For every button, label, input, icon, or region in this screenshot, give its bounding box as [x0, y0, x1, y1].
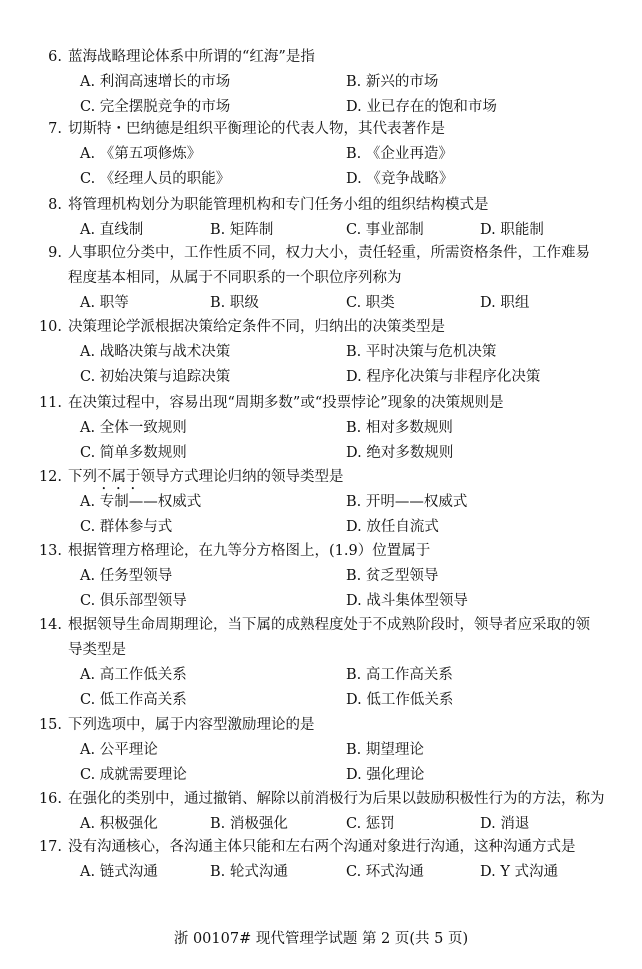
question-stem: 下列选项中，属于内容型激励理论的是 — [68, 717, 315, 733]
emphasized-text: 不属于 — [97, 469, 141, 485]
question-number: 7. — [48, 121, 62, 137]
option-d: D. 放任自流式 — [346, 519, 439, 535]
option-b: B. 轮式沟通 — [210, 864, 288, 880]
option-c: C. 惩罚 — [346, 816, 395, 832]
option-d: D. 业已存在的饱和市场 — [346, 99, 497, 115]
question-number: 6. — [48, 49, 62, 65]
option-b: B. 开明——权威式 — [346, 494, 468, 510]
option-c: C. 《经理人员的职能》 — [80, 171, 231, 187]
question-number: 16. — [38, 791, 62, 807]
question-number: 10. — [38, 319, 62, 335]
option-a: A. 专制——权威式 — [80, 494, 202, 510]
question-number: 17. — [38, 839, 62, 855]
option-d: D. 职能制 — [480, 222, 544, 238]
option-a: A. 《第五项修炼》 — [80, 146, 202, 162]
option-c: C. 环式沟通 — [346, 864, 424, 880]
question-number: 14. — [38, 617, 62, 633]
option-a: A. 全体一致规则 — [80, 420, 187, 436]
question-stem: 决策理论学派根据决策给定条件不同，归纳出的决策类型是 — [68, 319, 445, 335]
question-number: 8. — [48, 197, 62, 213]
option-d: D. 战斗集体型领导 — [346, 593, 468, 609]
option-d: D. 消退 — [480, 816, 530, 832]
option-d: D. 低工作低关系 — [346, 692, 454, 708]
option-c: C. 俱乐部型领导 — [80, 593, 187, 609]
option-c: C. 低工作高关系 — [80, 692, 187, 708]
option-c: C. 事业部制 — [346, 222, 424, 238]
question-stem: 程度基本相同，从属于不同职系的一个职位序列称为 — [68, 270, 402, 286]
option-b: B. 《企业再造》 — [346, 146, 453, 162]
question-stem: 导类型是 — [68, 642, 126, 658]
question-stem: 根据管理方格理论，在九等分方格图上，(1.9）位置属于 — [68, 543, 431, 559]
question-stem: 切斯特・巴纳德是组织平衡理论的代表人物，其代表著作是 — [68, 121, 445, 137]
option-a: A. 战略决策与战术决策 — [80, 344, 231, 360]
option-a: A. 公平理论 — [80, 742, 158, 758]
question-stem: 在强化的类别中，通过撤销、解除以前消极行为后果以鼓励积极性行为的方法，称为 — [68, 791, 605, 807]
option-b: B. 贫乏型领导 — [346, 568, 439, 584]
option-d: D. 绝对多数规则 — [346, 445, 454, 461]
option-b: B. 相对多数规则 — [346, 420, 453, 436]
question-number: 15. — [38, 717, 62, 733]
option-d: D. 《竞争战略》 — [346, 171, 454, 187]
question-stem: 在决策过程中，容易出现“周期多数”或“投票悖论”现象的决策规则是 — [68, 395, 504, 411]
question-number: 11. — [38, 395, 62, 411]
option-c: C. 完全摆脱竞争的市场 — [80, 99, 231, 115]
option-b: B. 期望理论 — [346, 742, 424, 758]
option-a: A. 利润高速增长的市场 — [80, 74, 231, 90]
option-d: D. 程序化决策与非程序化决策 — [346, 369, 541, 385]
question-number: 13. — [38, 543, 62, 559]
question-stem: 没有沟通核心，各沟通主体只能和左右两个沟通对象进行沟通，这种沟通方式是 — [68, 839, 576, 855]
option-b: B. 矩阵制 — [210, 222, 274, 238]
question-stem: 将管理机构划分为职能管理机构和专门任务小组的组织结构模式是 — [68, 197, 489, 213]
question-stem: 根据领导生命周期理论，当下属的成熟程度处于不成熟阶段时，领导者应采取的领 — [68, 617, 590, 633]
option-d: D. Y 式沟通 — [480, 864, 559, 880]
question-stem: 下列不属于领导方式理论归纳的领导类型是 — [68, 469, 344, 485]
option-c: C. 简单多数规则 — [80, 445, 187, 461]
option-b: B. 消极强化 — [210, 816, 288, 832]
option-a: A. 直线制 — [80, 222, 144, 238]
option-a: A. 链式沟通 — [80, 864, 158, 880]
page-footer: 浙 00107# 现代管理学试题 第 2 页(共 5 页) — [173, 931, 469, 947]
question-number: 9. — [48, 245, 62, 261]
question-stem: 人事职位分类中，工作性质不同，权力大小，责任轻重，所需资格条件，工作难易 — [68, 245, 590, 261]
option-c: C. 群体参与式 — [80, 519, 173, 535]
option-c: C. 初始决策与追踪决策 — [80, 369, 231, 385]
option-b: B. 新兴的市场 — [346, 74, 439, 90]
question-stem: 蓝海战略理论体系中所谓的“红海”是指 — [68, 49, 315, 65]
option-c: C. 职类 — [346, 295, 395, 311]
option-b: B. 职级 — [210, 295, 259, 311]
option-b: B. 高工作高关系 — [346, 667, 453, 683]
question-number: 12. — [38, 469, 62, 485]
option-c: C. 成就需要理论 — [80, 767, 187, 783]
option-d: D. 职组 — [480, 295, 530, 311]
option-b: B. 平时决策与危机决策 — [346, 344, 497, 360]
option-a: A. 积极强化 — [80, 816, 158, 832]
option-a: A. 任务型领导 — [80, 568, 173, 584]
option-d: D. 强化理论 — [346, 767, 425, 783]
option-a: A. 高工作低关系 — [80, 667, 187, 683]
option-a: A. 职等 — [80, 295, 129, 311]
